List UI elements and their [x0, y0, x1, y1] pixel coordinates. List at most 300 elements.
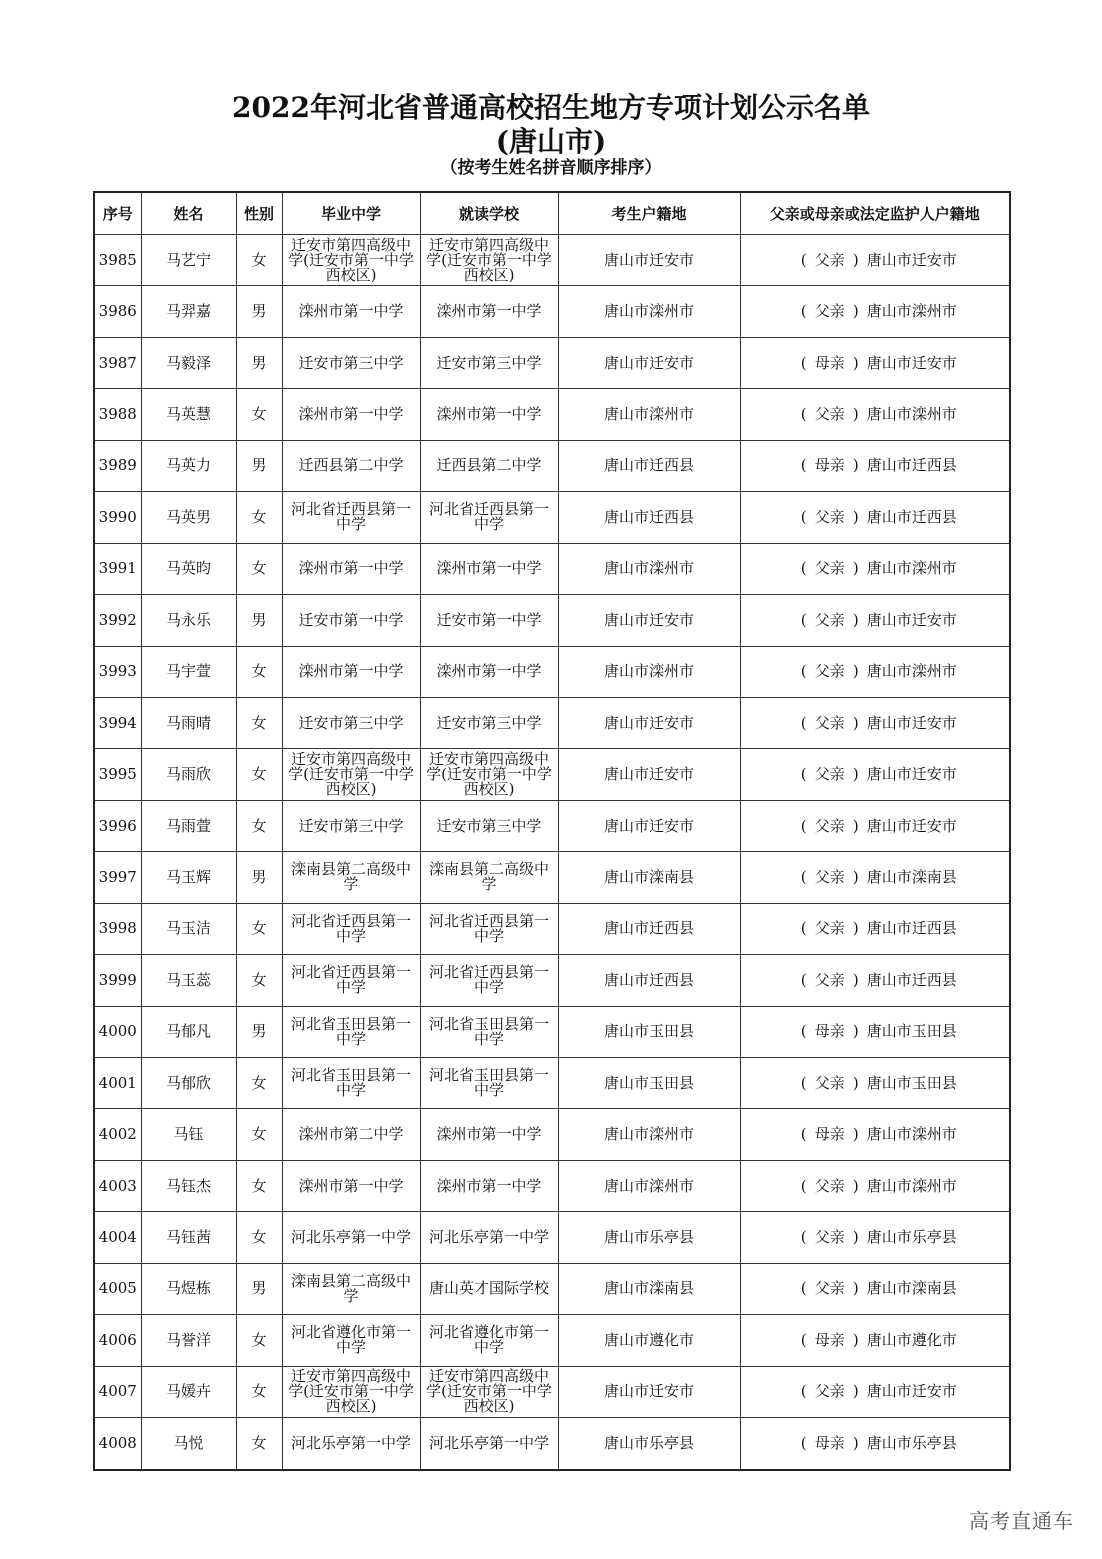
table-row	[94, 646, 1010, 697]
guardian-hukou: 唐山市滦州市	[866, 302, 957, 321]
cell-name: 马雨欣	[141, 749, 236, 800]
cell-guardian-hukou	[740, 1058, 1010, 1109]
table-row	[94, 440, 1010, 491]
guardian-hukou: 唐山市迁西县	[866, 970, 957, 989]
cell-name: 马郁凡	[141, 1006, 236, 1057]
col-header-no: 序号	[94, 192, 141, 235]
guardian-relation: 父亲	[814, 713, 845, 732]
table-row	[94, 1263, 1010, 1314]
table-row	[94, 1366, 1010, 1417]
cell-current-school: 河北省迁西县第一中学	[420, 492, 558, 543]
cell-grad-school: 迁安市第三中学	[282, 337, 420, 388]
cell-grad-school: 迁安市第四高级中学(迁安市第一中学西校区)	[282, 235, 420, 286]
cell-current-school: 河北省玉田县第一中学	[420, 1006, 558, 1057]
guardian-hukou: 唐山市滦州市	[866, 1176, 957, 1195]
col-header-current-school: 就读学校	[420, 192, 558, 235]
cell-grad-school: 滦南县第二高级中学	[282, 852, 420, 903]
cell-name: 马玉辉	[141, 852, 236, 903]
cell-gender: 女	[236, 1058, 282, 1109]
table-row	[94, 1418, 1010, 1470]
cell-hukou: 唐山市迁西县	[558, 955, 740, 1006]
cell-no: 3988	[94, 389, 141, 440]
guardian-relation: 父亲	[814, 1279, 845, 1298]
guardian-relation: 父亲	[814, 1228, 845, 1247]
cell-no: 4006	[94, 1315, 141, 1366]
cell-gender: 女	[236, 955, 282, 1006]
cell-current-school: 滦州市第一中学	[420, 389, 558, 440]
paren-close: )	[852, 662, 859, 681]
cell-name: 马郁欣	[141, 1058, 236, 1109]
cell-name: 马雨萱	[141, 800, 236, 851]
cell-no: 4008	[94, 1418, 141, 1470]
guardian-relation: 父亲	[814, 1176, 845, 1195]
paren-open: (	[800, 610, 807, 629]
cell-guardian-hukou	[740, 646, 1010, 697]
cell-name: 马雨晴	[141, 697, 236, 748]
cell-grad-school: 滦州市第二中学	[282, 1109, 420, 1160]
cell-gender: 女	[236, 492, 282, 543]
cell-guardian-hukou	[740, 852, 1010, 903]
cell-no: 3989	[94, 440, 141, 491]
cell-current-school: 河北省迁西县第一中学	[420, 903, 558, 954]
cell-hukou: 唐山市玉田县	[558, 1058, 740, 1109]
cell-name: 马钰杰	[141, 1160, 236, 1211]
cell-current-school: 迁西县第二中学	[420, 440, 558, 491]
cell-hukou: 唐山市滦州市	[558, 543, 740, 594]
table-row	[94, 492, 1010, 543]
cell-grad-school: 迁安市第三中学	[282, 800, 420, 851]
guardian-hukou: 唐山市乐亭县	[866, 1433, 957, 1452]
cell-gender: 男	[236, 440, 282, 491]
cell-no: 3985	[94, 235, 141, 286]
cell-no: 3998	[94, 903, 141, 954]
cell-no: 4005	[94, 1263, 141, 1314]
cell-no: 3992	[94, 595, 141, 646]
cell-current-school: 迁安市第三中学	[420, 697, 558, 748]
cell-hukou: 唐山市滦南县	[558, 1263, 740, 1314]
roster-table	[93, 191, 1011, 1471]
paren-close: )	[852, 302, 859, 321]
paren-close: )	[852, 1279, 859, 1298]
paren-open: (	[800, 1022, 807, 1041]
paren-open: (	[800, 713, 807, 732]
paren-open: (	[800, 507, 807, 526]
paren-open: (	[800, 662, 807, 681]
paren-close: )	[852, 250, 859, 269]
guardian-relation: 父亲	[814, 559, 845, 578]
cell-no: 3997	[94, 852, 141, 903]
table-row	[94, 955, 1010, 1006]
paren-open: (	[800, 405, 807, 424]
cell-hukou: 唐山市滦州市	[558, 1109, 740, 1160]
cell-hukou: 唐山市滦州市	[558, 389, 740, 440]
table-row	[94, 1109, 1010, 1160]
cell-grad-school: 迁安市第一中学	[282, 595, 420, 646]
cell-gender: 男	[236, 595, 282, 646]
cell-current-school: 河北乐亭第一中学	[420, 1212, 558, 1263]
paren-open: (	[800, 302, 807, 321]
cell-gender: 女	[236, 800, 282, 851]
paren-close: )	[852, 456, 859, 475]
cell-hukou: 唐山市迁安市	[558, 595, 740, 646]
guardian-relation: 父亲	[814, 970, 845, 989]
paren-open: (	[800, 1330, 807, 1349]
cell-gender: 男	[236, 852, 282, 903]
cell-guardian-hukou	[740, 749, 1010, 800]
cell-guardian-hukou	[740, 697, 1010, 748]
guardian-hukou: 唐山市玉田县	[866, 1073, 957, 1092]
cell-grad-school: 河北省迁西县第一中学	[282, 492, 420, 543]
cell-guardian-hukou	[740, 440, 1010, 491]
cell-current-school: 河北乐亭第一中学	[420, 1418, 558, 1470]
cell-guardian-hukou	[740, 1212, 1010, 1263]
cell-current-school: 迁安市第一中学	[420, 595, 558, 646]
cell-grad-school: 河北省玉田县第一中学	[282, 1006, 420, 1057]
cell-gender: 女	[236, 389, 282, 440]
page-subtitle: (唐山市)	[495, 125, 607, 158]
cell-guardian-hukou	[740, 1315, 1010, 1366]
cell-current-school: 迁安市第四高级中学(迁安市第一中学西校区)	[420, 1366, 558, 1417]
cell-hukou: 唐山市滦州市	[558, 646, 740, 697]
cell-hukou: 唐山市遵化市	[558, 1315, 740, 1366]
cell-guardian-hukou	[740, 235, 1010, 286]
table-row	[94, 1212, 1010, 1263]
cell-guardian-hukou	[740, 389, 1010, 440]
cell-hukou: 唐山市滦州市	[558, 286, 740, 337]
guardian-hukou: 唐山市迁安市	[866, 250, 957, 269]
table-row	[94, 749, 1010, 800]
paren-open: (	[800, 765, 807, 784]
cell-no: 4004	[94, 1212, 141, 1263]
guardian-relation: 父亲	[814, 1382, 845, 1401]
cell-grad-school: 河北省遵化市第一中学	[282, 1315, 420, 1366]
guardian-hukou: 唐山市迁安市	[866, 610, 957, 629]
table-row	[94, 1160, 1010, 1211]
cell-current-school: 迁安市第四高级中学(迁安市第一中学西校区)	[420, 749, 558, 800]
guardian-hukou: 唐山市迁西县	[866, 456, 957, 475]
guardian-hukou: 唐山市遵化市	[866, 1330, 957, 1349]
paren-close: )	[852, 1228, 859, 1247]
table-row	[94, 800, 1010, 851]
cell-name: 马英昀	[141, 543, 236, 594]
cell-name: 马艺宁	[141, 235, 236, 286]
cell-name: 马英慧	[141, 389, 236, 440]
guardian-relation: 父亲	[814, 1073, 845, 1092]
guardian-hukou: 唐山市玉田县	[866, 1022, 957, 1041]
table-row	[94, 595, 1010, 646]
cell-grad-school: 河北省迁西县第一中学	[282, 955, 420, 1006]
paren-open: (	[800, 1433, 807, 1452]
paren-close: )	[852, 1330, 859, 1349]
guardian-hukou: 唐山市迁西县	[866, 919, 957, 938]
guardian-relation: 母亲	[814, 456, 845, 475]
cell-gender: 女	[236, 235, 282, 286]
paren-open: (	[800, 1176, 807, 1195]
cell-hukou: 唐山市滦州市	[558, 1160, 740, 1211]
cell-current-school: 迁安市第四高级中学(迁安市第一中学西校区)	[420, 235, 558, 286]
cell-hukou: 唐山市滦南县	[558, 852, 740, 903]
cell-current-school: 河北省遵化市第一中学	[420, 1315, 558, 1366]
paren-close: )	[852, 1382, 859, 1401]
guardian-hukou: 唐山市迁安市	[866, 353, 957, 372]
paren-close: )	[852, 765, 859, 784]
cell-current-school: 滦州市第一中学	[420, 646, 558, 697]
guardian-hukou: 唐山市滦州市	[866, 662, 957, 681]
cell-guardian-hukou	[740, 955, 1010, 1006]
cell-gender: 女	[236, 1418, 282, 1470]
table-row	[94, 389, 1010, 440]
cell-grad-school: 河北乐亭第一中学	[282, 1418, 420, 1470]
cell-current-school: 唐山英才国际学校	[420, 1263, 558, 1314]
paren-close: )	[852, 1073, 859, 1092]
cell-grad-school: 河北省迁西县第一中学	[282, 903, 420, 954]
cell-name: 马羿嘉	[141, 286, 236, 337]
paren-open: (	[800, 1073, 807, 1092]
cell-gender: 男	[236, 337, 282, 388]
col-header-name: 姓名	[141, 192, 236, 235]
header-row	[94, 192, 1010, 235]
guardian-relation: 父亲	[814, 250, 845, 269]
cell-current-school: 河北省迁西县第一中学	[420, 955, 558, 1006]
paren-open: (	[800, 919, 807, 938]
cell-current-school: 滦州市第一中学	[420, 1160, 558, 1211]
cell-no: 4001	[94, 1058, 141, 1109]
guardian-relation: 父亲	[814, 662, 845, 681]
paren-open: (	[800, 559, 807, 578]
cell-name: 马毅泽	[141, 337, 236, 388]
cell-gender: 女	[236, 646, 282, 697]
table-row	[94, 697, 1010, 748]
cell-hukou: 唐山市迁安市	[558, 235, 740, 286]
cell-no: 3996	[94, 800, 141, 851]
cell-gender: 女	[236, 903, 282, 954]
guardian-relation: 父亲	[814, 919, 845, 938]
cell-gender: 女	[236, 749, 282, 800]
guardian-hukou: 唐山市乐亭县	[866, 1228, 957, 1247]
cell-name: 马誉洋	[141, 1315, 236, 1366]
cell-guardian-hukou	[740, 800, 1010, 851]
cell-grad-school: 滦州市第一中学	[282, 389, 420, 440]
paren-open: (	[800, 1279, 807, 1298]
cell-name: 马玉洁	[141, 903, 236, 954]
cell-guardian-hukou	[740, 1418, 1010, 1470]
paren-open: (	[800, 1125, 807, 1144]
paren-close: )	[852, 353, 859, 372]
guardian-relation: 父亲	[814, 507, 845, 526]
paren-open: (	[800, 1382, 807, 1401]
cell-grad-school: 迁安市第四高级中学(迁安市第一中学西校区)	[282, 1366, 420, 1417]
guardian-hukou: 唐山市迁安市	[866, 1382, 957, 1401]
paren-close: )	[852, 1176, 859, 1195]
paren-open: (	[800, 353, 807, 372]
cell-name: 马永乐	[141, 595, 236, 646]
cell-guardian-hukou	[740, 1109, 1010, 1160]
cell-hukou: 唐山市玉田县	[558, 1006, 740, 1057]
page-title: 2022年河北省普通高校招生地方专项计划公示名单	[232, 91, 870, 124]
cell-hukou: 唐山市迁西县	[558, 492, 740, 543]
cell-gender: 女	[236, 1212, 282, 1263]
cell-hukou: 唐山市乐亭县	[558, 1212, 740, 1263]
cell-name: 马英力	[141, 440, 236, 491]
table-row	[94, 852, 1010, 903]
guardian-relation: 母亲	[814, 1433, 845, 1452]
cell-current-school: 迁安市第三中学	[420, 800, 558, 851]
cell-grad-school: 迁安市第四高级中学(迁安市第一中学西校区)	[282, 749, 420, 800]
cell-gender: 女	[236, 697, 282, 748]
cell-no: 4002	[94, 1109, 141, 1160]
cell-hukou: 唐山市迁安市	[558, 749, 740, 800]
guardian-hukou: 唐山市滦南县	[866, 1279, 957, 1298]
guardian-hukou: 唐山市滦州市	[866, 1125, 957, 1144]
table-row	[94, 543, 1010, 594]
table-row	[94, 1315, 1010, 1366]
guardian-hukou: 唐山市迁西县	[866, 507, 957, 526]
cell-grad-school: 迁西县第二中学	[282, 440, 420, 491]
cell-guardian-hukou	[740, 1263, 1010, 1314]
cell-no: 4000	[94, 1006, 141, 1057]
cell-guardian-hukou	[740, 1006, 1010, 1057]
cell-hukou: 唐山市迁西县	[558, 440, 740, 491]
cell-grad-school: 滦南县第二高级中学	[282, 1263, 420, 1314]
cell-hukou: 唐山市迁安市	[558, 697, 740, 748]
cell-current-school: 滦州市第一中学	[420, 286, 558, 337]
col-header-grad-school: 毕业中学	[282, 192, 420, 235]
cell-grad-school: 滦州市第一中学	[282, 646, 420, 697]
cell-current-school: 滦州市第一中学	[420, 543, 558, 594]
cell-hukou: 唐山市迁安市	[558, 337, 740, 388]
cell-guardian-hukou	[740, 337, 1010, 388]
guardian-relation: 父亲	[814, 816, 845, 835]
paren-close: )	[852, 559, 859, 578]
table-row	[94, 1006, 1010, 1057]
cell-hukou: 唐山市迁西县	[558, 903, 740, 954]
guardian-relation: 父亲	[814, 867, 845, 886]
col-header-gender: 性别	[236, 192, 282, 235]
cell-no: 4007	[94, 1366, 141, 1417]
cell-no: 3987	[94, 337, 141, 388]
paren-open: (	[800, 250, 807, 269]
guardian-hukou: 唐山市迁安市	[866, 765, 957, 784]
cell-current-school: 滦州市第一中学	[420, 1109, 558, 1160]
cell-name: 马媛卉	[141, 1366, 236, 1417]
cell-gender: 女	[236, 1109, 282, 1160]
sort-note: （按考生姓名拼音顺序排序）	[440, 158, 662, 178]
cell-no: 4003	[94, 1160, 141, 1211]
paren-close: )	[852, 1433, 859, 1452]
paren-close: )	[852, 405, 859, 424]
col-header-hukou: 考生户籍地	[558, 192, 740, 235]
cell-current-school: 滦南县第二高级中学	[420, 852, 558, 903]
cell-name: 马煜栋	[141, 1263, 236, 1314]
cell-gender: 女	[236, 1366, 282, 1417]
guardian-hukou: 唐山市滦州市	[866, 559, 957, 578]
paren-close: )	[852, 970, 859, 989]
cell-guardian-hukou	[740, 1160, 1010, 1211]
guardian-relation: 母亲	[814, 1022, 845, 1041]
paren-open: (	[800, 816, 807, 835]
cell-no: 3991	[94, 543, 141, 594]
cell-name: 马宇萱	[141, 646, 236, 697]
cell-hukou: 唐山市乐亭县	[558, 1418, 740, 1470]
guardian-relation: 父亲	[814, 765, 845, 784]
cell-grad-school: 滦州市第一中学	[282, 543, 420, 594]
cell-grad-school: 河北省玉田县第一中学	[282, 1058, 420, 1109]
cell-name: 马英男	[141, 492, 236, 543]
cell-grad-school: 迁安市第三中学	[282, 697, 420, 748]
col-header-guardian-hukou: 父亲或母亲或法定监护人户籍地	[740, 192, 1010, 235]
cell-no: 3995	[94, 749, 141, 800]
cell-gender: 女	[236, 1315, 282, 1366]
paren-open: (	[800, 456, 807, 475]
cell-no: 3994	[94, 697, 141, 748]
guardian-relation: 母亲	[814, 353, 845, 372]
guardian-relation: 父亲	[814, 405, 845, 424]
cell-no: 3986	[94, 286, 141, 337]
cell-name: 马钰	[141, 1109, 236, 1160]
cell-gender: 男	[236, 286, 282, 337]
watermark-text: 高考直通车	[969, 1509, 1074, 1533]
cell-guardian-hukou	[740, 286, 1010, 337]
cell-grad-school: 河北乐亭第一中学	[282, 1212, 420, 1263]
paren-close: )	[852, 713, 859, 732]
cell-guardian-hukou	[740, 595, 1010, 646]
paren-open: (	[800, 867, 807, 886]
cell-hukou: 唐山市迁安市	[558, 800, 740, 851]
paren-close: )	[852, 1022, 859, 1041]
cell-gender: 女	[236, 1160, 282, 1211]
cell-current-school: 河北省玉田县第一中学	[420, 1058, 558, 1109]
cell-grad-school: 滦州市第一中学	[282, 286, 420, 337]
cell-no: 3999	[94, 955, 141, 1006]
cell-no: 3993	[94, 646, 141, 697]
cell-guardian-hukou	[740, 1366, 1010, 1417]
cell-guardian-hukou	[740, 543, 1010, 594]
cell-gender: 女	[236, 543, 282, 594]
table-row	[94, 286, 1010, 337]
table-row	[94, 1058, 1010, 1109]
paren-close: )	[852, 919, 859, 938]
paren-close: )	[852, 507, 859, 526]
paren-close: )	[852, 867, 859, 886]
guardian-relation: 父亲	[814, 302, 845, 321]
paren-open: (	[800, 970, 807, 989]
paren-close: )	[852, 816, 859, 835]
cell-hukou: 唐山市迁安市	[558, 1366, 740, 1417]
guardian-relation: 父亲	[814, 610, 845, 629]
guardian-hukou: 唐山市滦南县	[866, 867, 957, 886]
cell-name: 马钰茜	[141, 1212, 236, 1263]
guardian-hukou: 唐山市迁安市	[866, 816, 957, 835]
paren-open: (	[800, 1228, 807, 1247]
cell-grad-school: 滦州市第一中学	[282, 1160, 420, 1211]
table-row	[94, 337, 1010, 388]
paren-close: )	[852, 1125, 859, 1144]
cell-name: 马悦	[141, 1418, 236, 1470]
guardian-relation: 母亲	[814, 1125, 845, 1144]
guardian-hukou: 唐山市迁安市	[866, 713, 957, 732]
cell-gender: 男	[236, 1006, 282, 1057]
cell-guardian-hukou	[740, 492, 1010, 543]
table-row	[94, 235, 1010, 286]
table-row	[94, 903, 1010, 954]
cell-name: 马玉蕊	[141, 955, 236, 1006]
paren-close: )	[852, 610, 859, 629]
guardian-relation: 母亲	[814, 1330, 845, 1349]
cell-current-school: 迁安市第三中学	[420, 337, 558, 388]
guardian-hukou: 唐山市滦州市	[866, 405, 957, 424]
cell-gender: 男	[236, 1263, 282, 1314]
cell-guardian-hukou	[740, 903, 1010, 954]
